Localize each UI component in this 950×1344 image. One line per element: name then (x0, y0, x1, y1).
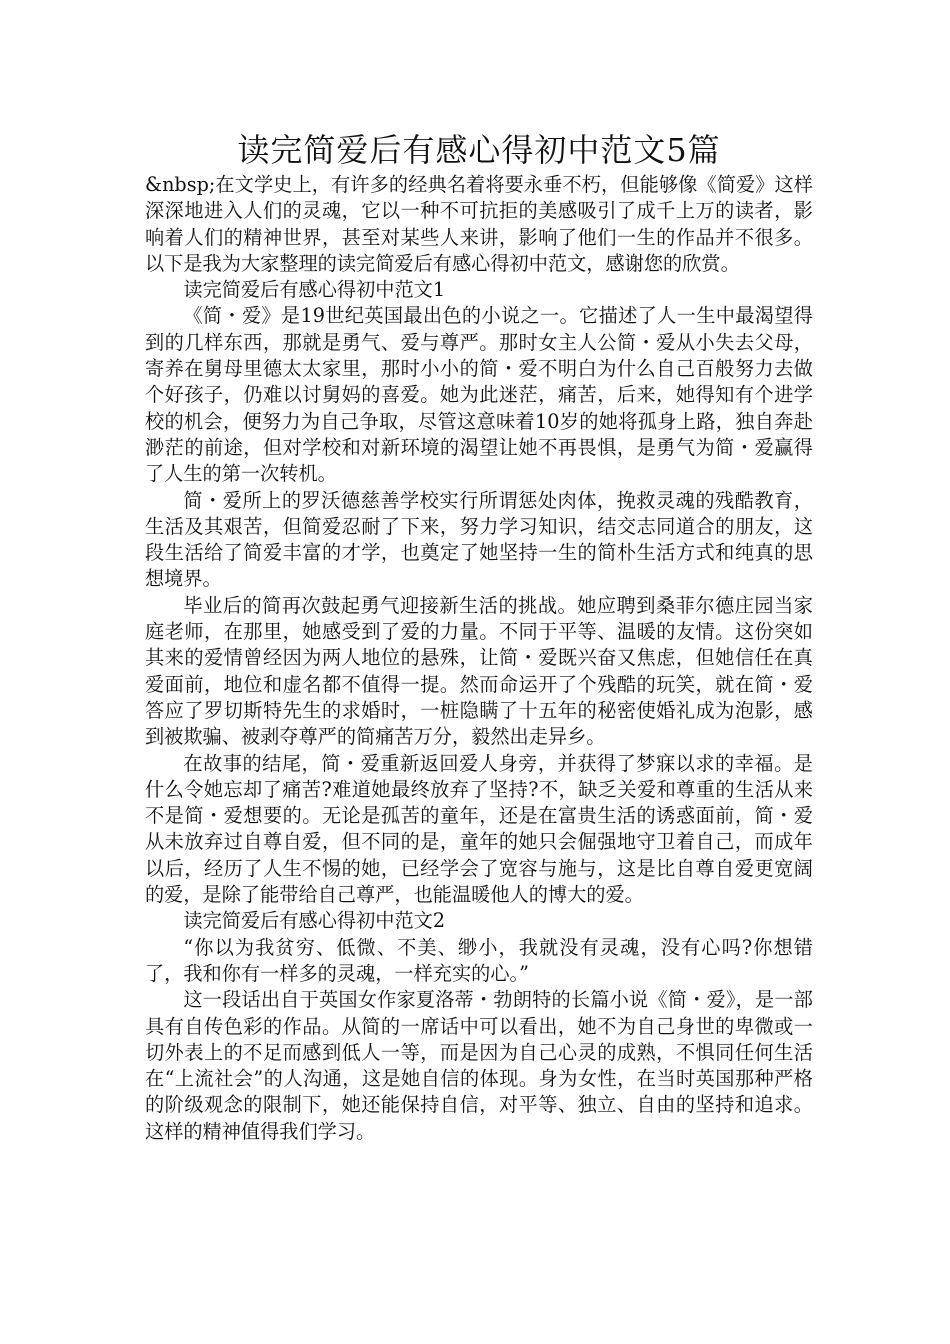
section2-paragraph-1: “你以为我贫穷、低微、不美、缈小，我就没有灵魂，没有心吗?你想错了，我和你有一样多的灵魂，一样充实的心。” (145, 935, 813, 985)
section-heading-1: 读完简爱后有感心得初中范文1 (183, 278, 446, 302)
section2-paragraph-2: 这一段话出自于英国女作家夏洛蒂・勃朗特的长篇小说《简・爱》，是一部具有自传色彩的作品。从简的一席话中可以看出，她不为自己身世的卑微或一切外表上的不足而感到低人一等，而是因为自己心灵的成熟，不惧同任何生活在“上流社会”的人沟通，这是她自信的体现。身为女性，在当时英国那种严格的阶级观念的限制下，她还能保持自信，对平等、独立、自由的坚持和追求。这样的精神值得我们学习。 (145, 988, 813, 1143)
section1-paragraph-4: 在故事的结尾，简・爱重新返回爱人身旁，并获得了梦寐以求的幸福。是什么令她忘却了痛苦?难道她最终放弃了坚持?不，缺乏关爱和尊重的生活从来不是简・爱想要的。无论是孤苦的童年，还是在富贵生活的诱惑面前，简・爱从未放弃过自尊自爱，但不同的是，童年的她只会倔强地守卫着自己，而成年以后，经历了人生不惕的她，已经学会了宽容与施与，这是比自尊自爱更宽阔的爱，是除了能带给自己尊严，也能温暖他人的博大的爱。 (145, 751, 813, 907)
section1-paragraph-1: 《简・爱》是19世纪英国最出色的小说之一。它描述了人一生中最渴望得到的几样东西，那就是勇气、爱与尊严。那时女主人公简・爱从小失去父母，寄养在舅母里德太太家里，那时小小的简・爱不明白为什么自己百般努力去做个好孩子，仍难以讨舅妈的喜爱。她为此迷茫，痛苦，后来，她得知有个进学校的机会，便努力为自己争取，尽管这意味着10岁的她将孤身上路，独自奔赴渺茫的前途，但对学校和对新环境的渴望让她不再畏惧，是勇气为简・爱赢得了人生的第一次转机。 (145, 304, 813, 486)
document-title: 读完简爱后有感心得初中范文5篇 (237, 131, 721, 169)
intro-paragraph: &nbsp;在文学史上，有许多的经典名着将要永垂不朽，但能够像《简爱》这样深深地进入人们的灵魂，它以一种不可抗拒的美感吸引了成千上万的读者，影响着人们的精神世界，甚至对某些人来讲，影响了他们一生的作品并不很多。以下是我为大家整理的读完简爱后有感心得初中范文，感谢您的欣赏。 (145, 173, 813, 275)
section-heading-2: 读完简爱后有感心得初中范文2 (183, 909, 446, 933)
section1-paragraph-2: 简・爱所上的罗沃德慈善学校实行所谓惩处肉体，挽救灵魂的残酷教育，生活及其艰苦，但简爱忍耐了下来，努力学习知识，结交志同道合的朋友，这段生活给了简爱丰富的才学，也奠定了她坚持一生的简朴生活方式和纯真的思想境界。 (145, 488, 813, 591)
document-page (145, 128, 813, 1145)
section1-paragraph-3: 毕业后的简再次鼓起勇气迎接新生活的挑战。她应聘到桑菲尔德庄园当家庭老师，在那里，她感受到了爱的力量。不同于平等、温暖的友情。这份突如其来的爱情曾经因为两人地位的悬殊，让简・爱既兴奋又焦虑，但她信任在真爱面前，地位和虚名都不值得一提。然而命运开了个残酷的玩笑，就在简・爱答应了罗切斯特先生的求婚时，一桩隐瞒了十五年的秘密使婚礼成为泡影，感到被欺骗、被剥夺尊严的简痛苦万分，毅然出走异乡。 (145, 593, 813, 749)
